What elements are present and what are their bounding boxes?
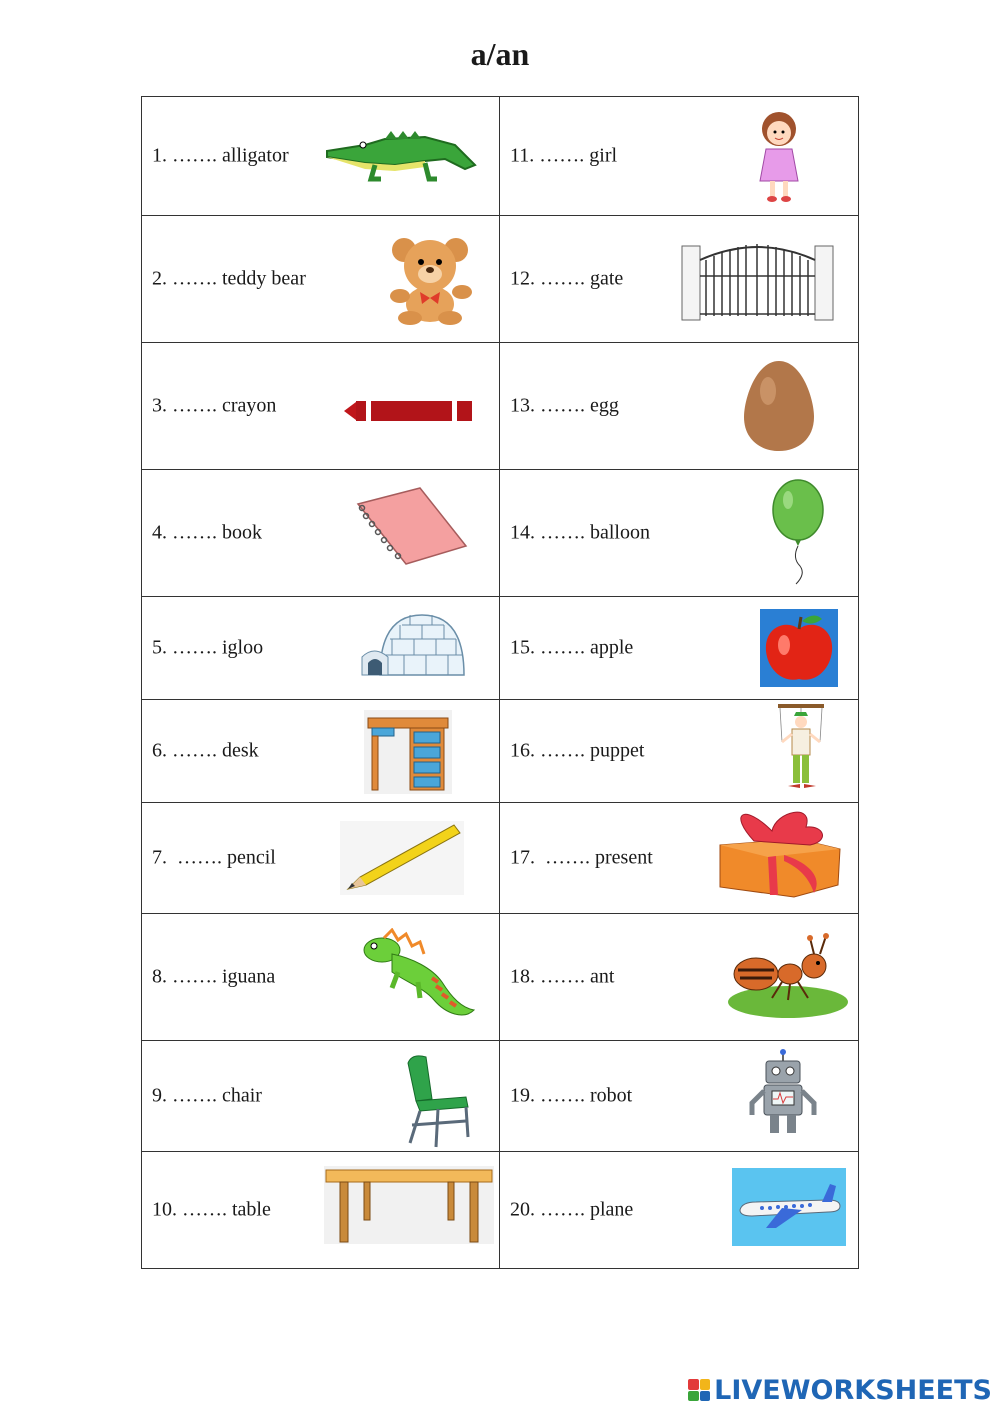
item-label: 3. ……. crayon [152, 394, 277, 417]
table-row [142, 700, 859, 803]
worksheet-cell[interactable] [142, 470, 500, 597]
puppet-icon [770, 702, 832, 800]
item-label: 16. ……. puppet [510, 739, 645, 762]
worksheet-cell[interactable] [142, 1041, 500, 1152]
item-label: 2. ……. teddy bear [152, 267, 306, 290]
worksheet-cell[interactable] [500, 470, 859, 597]
logo-text: LIVEWORKSHEETS [714, 1374, 992, 1406]
worksheet-cell[interactable] [142, 597, 500, 700]
item-label: 4. ……. book [152, 521, 262, 544]
worksheet-cell[interactable] [500, 343, 859, 470]
present-icon [714, 805, 846, 899]
item-label: 14. ……. balloon [510, 521, 650, 544]
worksheet-table [141, 96, 859, 1269]
table-row [142, 597, 859, 700]
item-label: 11. ……. girl [510, 144, 618, 167]
item-label: 20. ……. plane [510, 1198, 634, 1221]
worksheet-cell[interactable] [500, 1152, 859, 1269]
worksheet-cell[interactable] [500, 914, 859, 1041]
gate-icon [680, 236, 835, 322]
table-row [142, 1152, 859, 1269]
apple-icon [760, 609, 838, 687]
item-label: 5. ……. igloo [152, 636, 264, 659]
item-label: 12. ……. gate [510, 267, 624, 290]
worksheet-cell[interactable] [500, 700, 859, 803]
desk-icon [364, 710, 452, 794]
liveworksheets-logo [688, 1375, 992, 1405]
table-row [142, 97, 859, 216]
item-label: 8. ……. iguana [152, 965, 276, 988]
item-label: 19. ……. robot [510, 1084, 633, 1107]
worksheet-cell[interactable] [142, 97, 500, 216]
balloon-icon [770, 478, 826, 586]
chair-icon [402, 1053, 474, 1149]
igloo-icon [360, 609, 466, 681]
item-label: 1. ……. alligator [152, 144, 289, 167]
table-row [142, 470, 859, 597]
item-label: 9. ……. chair [152, 1084, 262, 1107]
item-label: 17. ……. present [510, 846, 653, 869]
item-label: 10. ……. table [152, 1198, 271, 1221]
worksheet-cell[interactable] [142, 700, 500, 803]
worksheet-cell[interactable] [500, 1041, 859, 1152]
book-icon [354, 486, 468, 566]
worksheet-cell[interactable] [500, 803, 859, 914]
table-row [142, 1041, 859, 1152]
table-row [142, 914, 859, 1041]
item-label: 15. ……. apple [510, 636, 634, 659]
iguana-icon [362, 928, 478, 1022]
alligator-icon [325, 125, 477, 185]
worksheet-cell[interactable] [142, 343, 500, 470]
item-label: 6. ……. desk [152, 739, 259, 762]
worksheet-cell[interactable] [500, 97, 859, 216]
item-label: 18. ……. ant [510, 965, 615, 988]
worksheet-cell[interactable] [142, 803, 500, 914]
worksheet-cell[interactable] [500, 216, 859, 343]
plane-icon [732, 1168, 846, 1246]
logo-badge-icon [688, 1379, 710, 1401]
robot-icon [746, 1049, 820, 1139]
table-row [142, 216, 859, 343]
worksheet-title: a/an [470, 36, 530, 72]
item-label: 13. ……. egg [510, 394, 619, 417]
worksheet-cell[interactable] [142, 1152, 500, 1269]
girl-icon [754, 109, 804, 205]
worksheet-cell[interactable] [142, 914, 500, 1041]
worksheet-cell[interactable] [142, 216, 500, 343]
teddy-bear-icon [378, 234, 482, 326]
ant-icon [726, 930, 848, 1020]
egg-icon [742, 359, 816, 453]
crayon-icon [344, 398, 472, 424]
table-row [142, 343, 859, 470]
table-row [142, 803, 859, 914]
pencil-icon [340, 821, 464, 895]
item-label: 7. ……. pencil [152, 846, 276, 869]
table-icon [324, 1166, 494, 1244]
worksheet-cell[interactable] [500, 597, 859, 700]
